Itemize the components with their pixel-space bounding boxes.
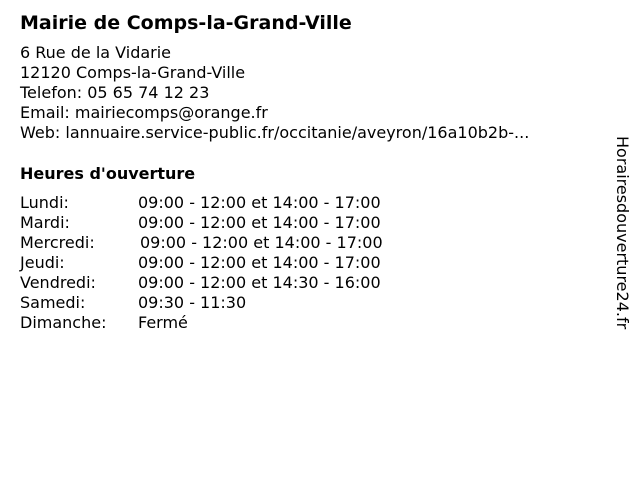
email-line bbox=[20, 103, 600, 123]
site-watermark: Horairesdouverture24.fr bbox=[613, 136, 632, 330]
hours-row-jeudi bbox=[20, 253, 383, 273]
hours-table bbox=[20, 193, 383, 333]
web-url: lannuaire.service-public.fr/occitanie/aveyron/16a10b2b-... bbox=[65, 123, 530, 142]
email-label: Email: bbox=[20, 103, 70, 122]
hours-heading: Heures d'ouverture bbox=[20, 164, 196, 183]
hours-row-vendredi bbox=[20, 273, 383, 293]
day-label: Vendredi: bbox=[20, 273, 96, 292]
web-line bbox=[20, 123, 600, 143]
day-label: Jeudi: bbox=[20, 253, 65, 272]
web-label: Web: bbox=[20, 123, 61, 142]
day-label: Lundi: bbox=[20, 193, 69, 212]
office-title: Mairie de Comps-la-Grand-Ville bbox=[20, 12, 352, 34]
address-city: 12120 Comps-la-Grand-Ville bbox=[20, 63, 246, 82]
day-hours: 09:30 - 11:30 bbox=[138, 293, 247, 312]
hours-row-dimanche bbox=[20, 313, 383, 333]
hours-row-lundi bbox=[20, 193, 383, 213]
day-hours: 09:00 - 12:00 et 14:00 - 17:00 bbox=[138, 193, 381, 212]
day-hours: 09:00 - 12:00 et 14:00 - 17:00 bbox=[140, 233, 383, 252]
hours-row-mercredi bbox=[20, 233, 383, 253]
day-hours: 09:00 - 12:00 et 14:30 - 16:00 bbox=[138, 273, 381, 292]
day-hours: 09:00 - 12:00 et 14:00 - 17:00 bbox=[138, 253, 381, 272]
day-hours: Fermé bbox=[138, 313, 188, 332]
hours-row-samedi bbox=[20, 293, 383, 313]
day-label: Mardi: bbox=[20, 213, 70, 232]
phone-number: 05 65 74 12 23 bbox=[87, 83, 210, 102]
day-hours: 09:00 - 12:00 et 14:00 - 17:00 bbox=[138, 213, 381, 232]
day-label: Samedi: bbox=[20, 293, 86, 312]
phone-label: Telefon: bbox=[20, 83, 83, 102]
hours-row-mardi bbox=[20, 213, 383, 233]
day-label: Mercredi: bbox=[20, 233, 95, 252]
phone-line bbox=[20, 83, 600, 103]
office-card bbox=[20, 10, 600, 333]
day-label: Dimanche: bbox=[20, 313, 107, 332]
email-address: mairiecomps@orange.fr bbox=[74, 103, 268, 122]
address-street: 6 Rue de la Vidarie bbox=[20, 43, 172, 62]
